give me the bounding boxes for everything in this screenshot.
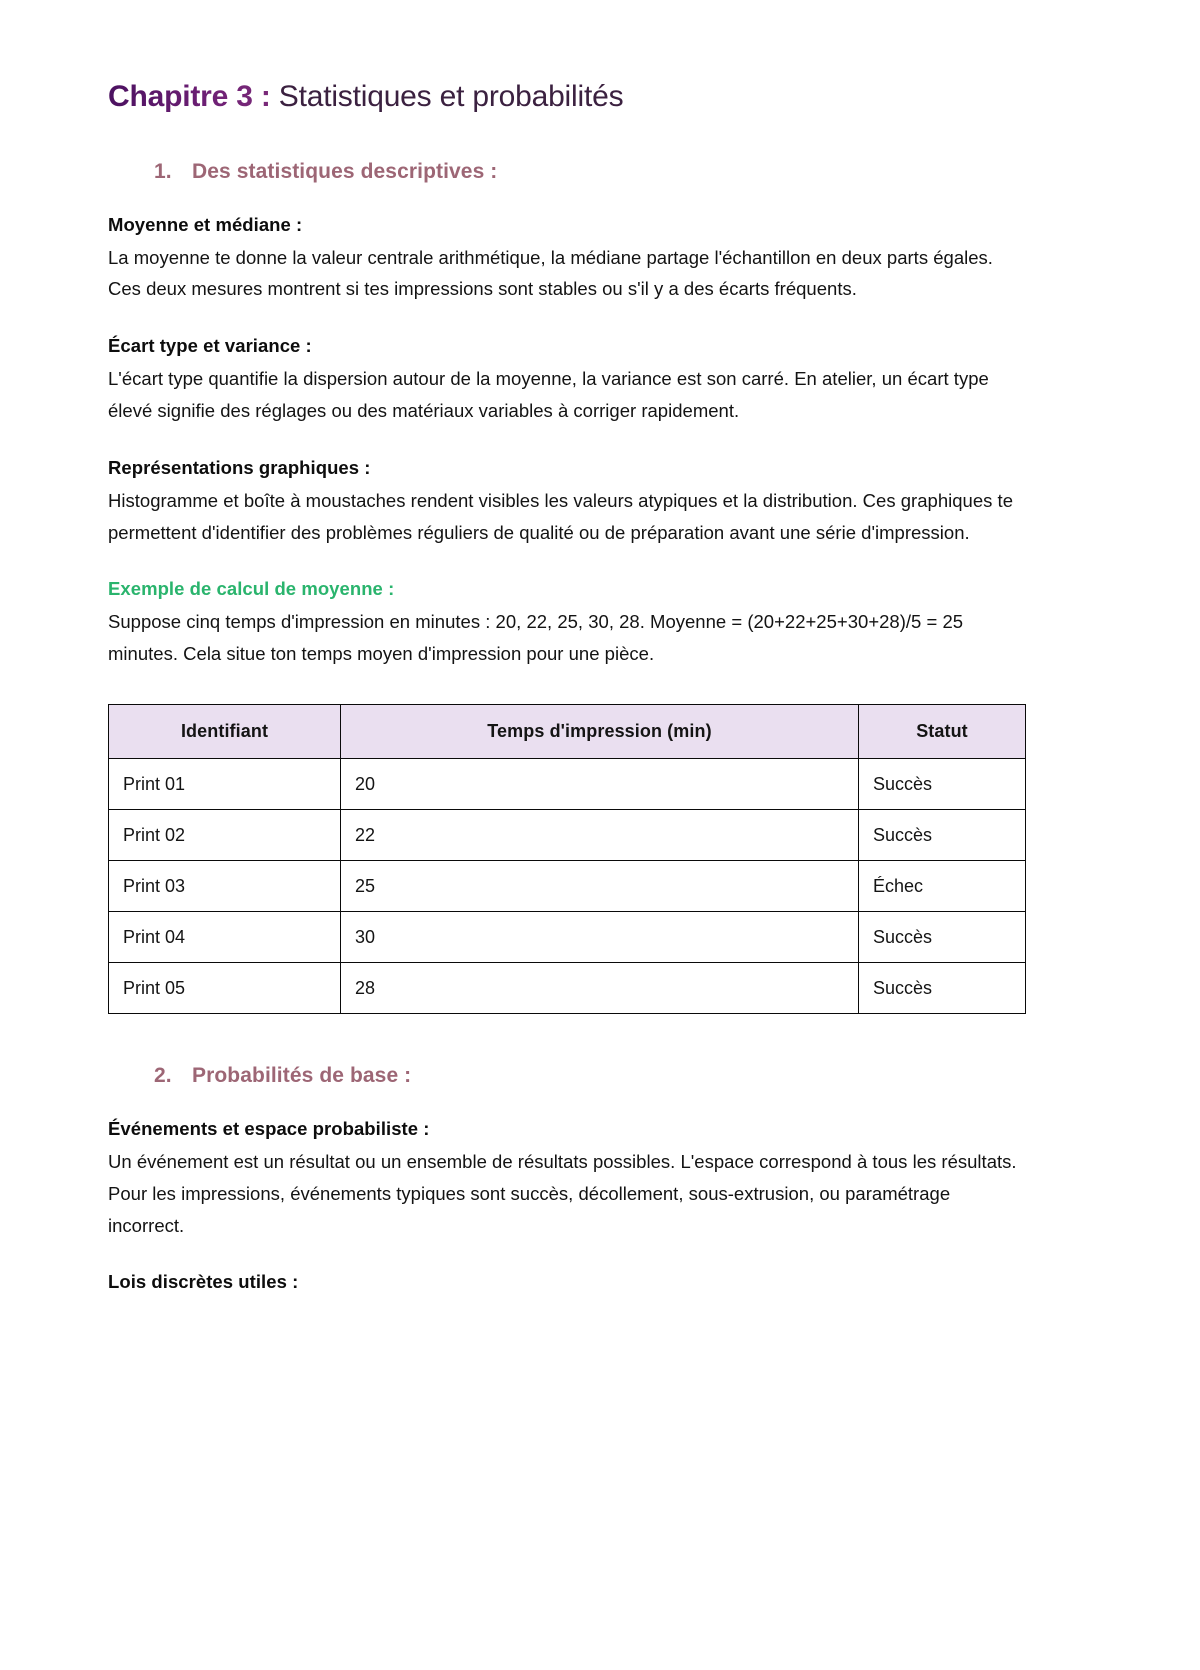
table-header-statut: Statut xyxy=(859,705,1026,759)
block-ecart-type xyxy=(108,335,1025,427)
table-row xyxy=(109,861,1026,912)
cell-statut: Succès xyxy=(859,759,1026,810)
cell-identifiant: Print 01 xyxy=(109,759,341,810)
page-title-chapter: Chapitre 3 : xyxy=(108,80,271,113)
table-header-row xyxy=(109,705,1026,759)
print-results-table xyxy=(108,704,1026,1014)
cell-statut: Succès xyxy=(859,810,1026,861)
page-title xyxy=(108,78,1025,116)
cell-identifiant: Print 02 xyxy=(109,810,341,861)
cell-temps: 28 xyxy=(341,963,859,1014)
cell-statut: Succès xyxy=(859,912,1026,963)
cell-identifiant: Print 04 xyxy=(109,912,341,963)
table-header-temps: Temps d'impression (min) xyxy=(341,705,859,759)
table-header-identifiant: Identifiant xyxy=(109,705,341,759)
subheading-evenements: Événements et espace probabiliste : xyxy=(108,1118,430,1139)
paragraph-representations: Histogramme et boîte à moustaches rendent visibles les valeurs atypiques et la distribution. Ces graphiques te permettent d'identifier des problèmes réguliers de qualité ou de préparation avant une série d'impression. xyxy=(108,489,1013,543)
table-row xyxy=(109,759,1026,810)
section-1-label: Des statistiques descriptives : xyxy=(192,159,498,183)
section-2-number: 2. xyxy=(154,1064,172,1087)
section-1-number: 1. xyxy=(154,159,172,183)
paragraph-ecart-type: L'écart type quantifie la dispersion autour de la moyenne, la variance est son carré. En atelier, un écart type élevé signifie des réglages ou des matériaux variables à corriger rapidement. xyxy=(108,368,989,421)
table-row xyxy=(109,912,1026,963)
subheading-representations: Représentations graphiques : xyxy=(108,456,371,478)
page-title-subject: Statistiques et probabilités xyxy=(270,80,624,113)
cell-temps: 20 xyxy=(341,759,859,810)
subheading-ecart-type: Écart type et variance : xyxy=(108,335,312,357)
cell-temps: 30 xyxy=(341,912,859,963)
paragraph-evenements: Un événement est un résultat ou un ensemble de résultats possibles. L'espace correspond à tous les résultats. Pour les impressions, événements typiques sont succès, décollement, sous-extrusion, ou paramétrage incorrect. xyxy=(108,1151,1017,1236)
cell-statut: Succès xyxy=(859,963,1026,1014)
block-representations xyxy=(108,457,1025,549)
block-moyenne xyxy=(108,214,1025,306)
table-row xyxy=(109,963,1026,1014)
block-evenements xyxy=(108,1118,1025,1241)
subheading-lois: Lois discrètes utiles : xyxy=(108,1271,299,1293)
cell-temps: 25 xyxy=(341,861,859,912)
cell-identifiant: Print 05 xyxy=(109,963,341,1014)
cell-temps: 22 xyxy=(341,810,859,861)
section-2-label: Probabilités de base : xyxy=(192,1064,412,1087)
block-exemple xyxy=(108,578,1025,670)
block-lois xyxy=(108,1271,1025,1293)
table-row xyxy=(109,810,1026,861)
subheading-exemple: Exemple de calcul de moyenne : xyxy=(108,578,395,600)
cell-statut: Échec xyxy=(859,861,1026,912)
subheading-moyenne: Moyenne et médiane : xyxy=(108,213,303,235)
paragraph-moyenne: La moyenne te donne la valeur centrale arithmétique, la médiane partage l'échantillon en deux parts égales. Ces deux mesures montrent si tes impressions sont stables ou s'il y a des écarts fréquents. xyxy=(108,246,993,300)
section-heading-2 xyxy=(154,1064,1025,1088)
paragraph-exemple: Suppose cinq temps d'impression en minutes : 20, 22, 25, 30, 28. Moyenne = (20+22+25+30+28)/5 = 25 minutes. Cela situe ton temps moyen d'impression pour une pièce. xyxy=(108,611,964,665)
cell-identifiant: Print 03 xyxy=(109,861,341,912)
section-heading-1 xyxy=(154,160,1025,184)
